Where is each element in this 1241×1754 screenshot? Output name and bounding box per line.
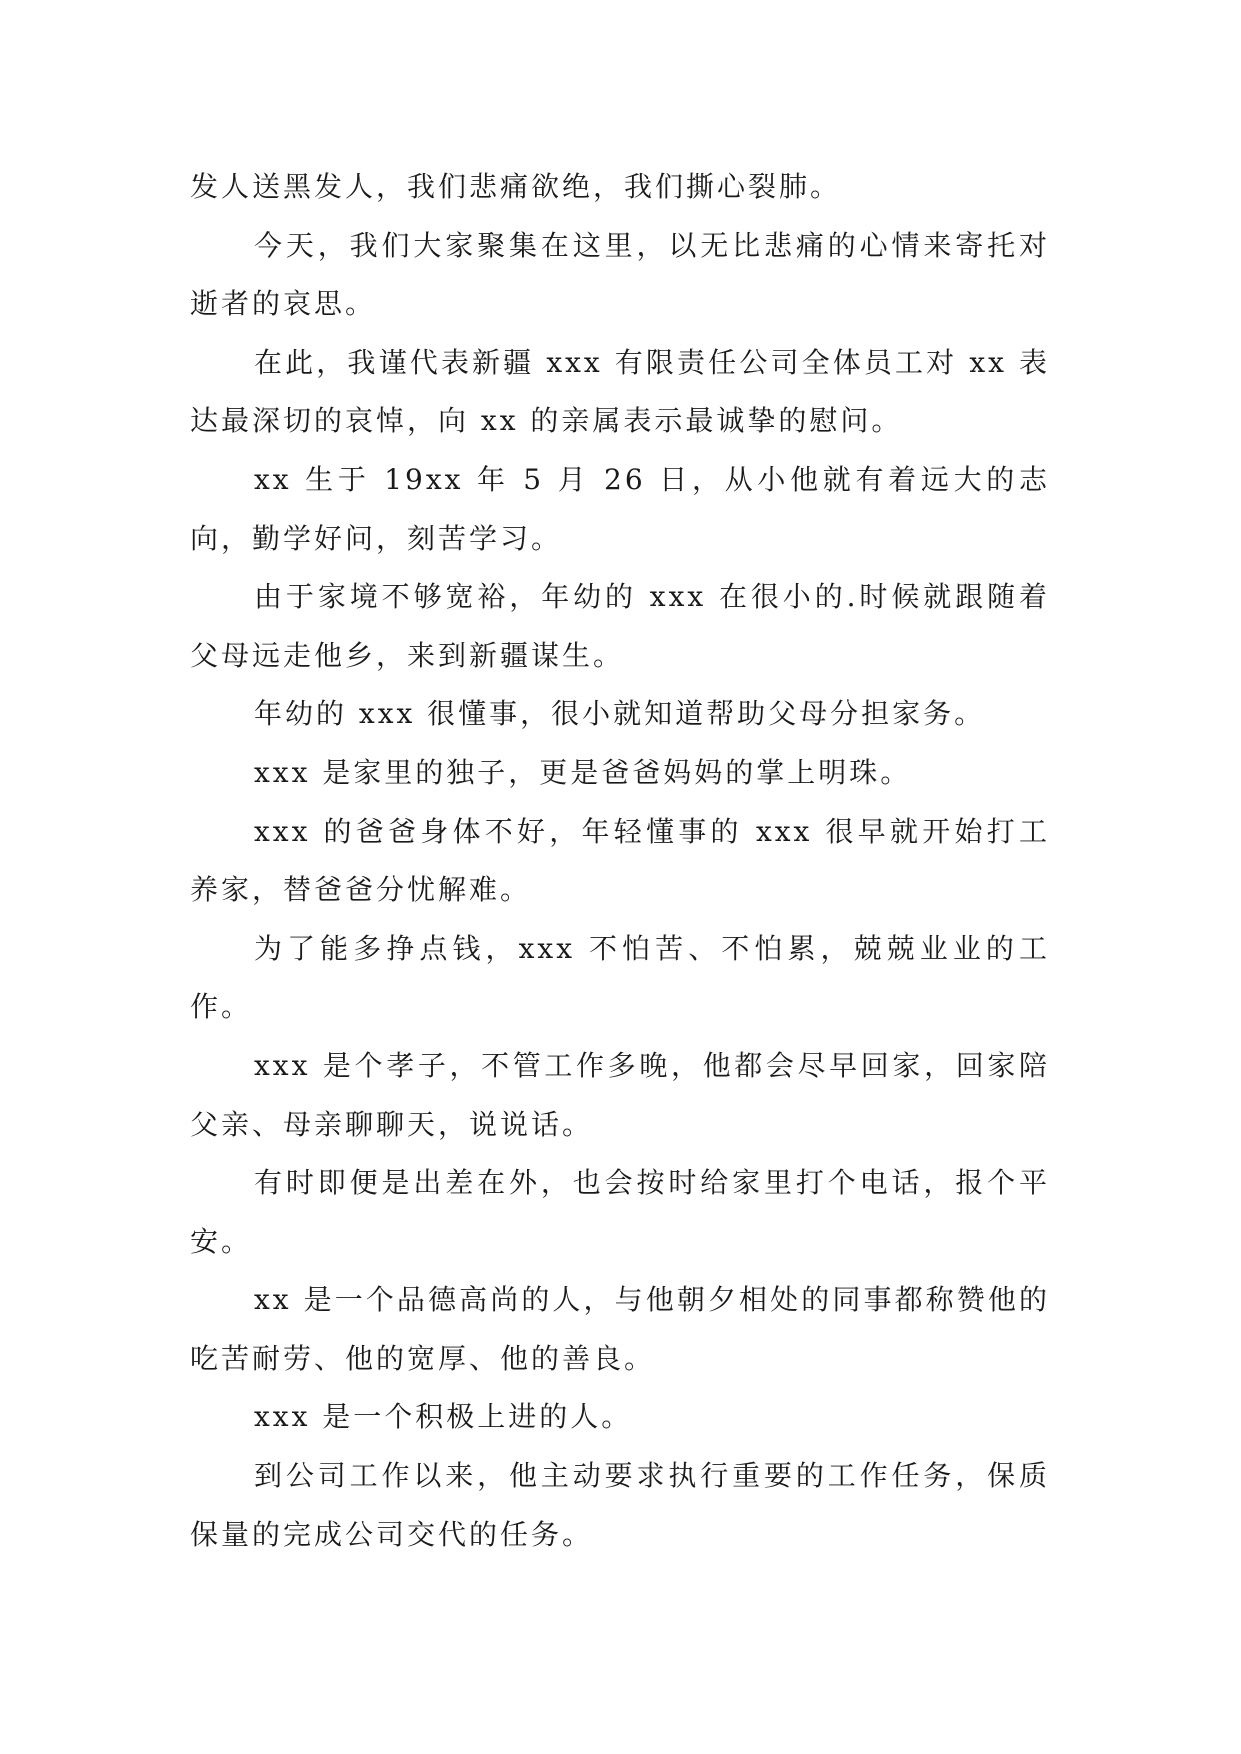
paragraph-1: 发人送黑发人，我们悲痛欲绝，我们撕心裂肺。 (190, 170, 842, 203)
paragraph-9: 为了能多挣点钱，xxx 不怕苦、不怕累，兢兢业业的工作。 (190, 931, 1050, 1024)
paragraph-2: 今天，我们大家聚集在这里，以无比悲痛的心情来寄托对逝者的哀思。 (190, 228, 1050, 321)
paragraph-8: xxx 的爸爸身体不好，年轻懂事的 xxx 很早就开始打工养家，替爸爸分忧解难。 (190, 814, 1050, 907)
paragraph-11: 有时即便是出差在外，也会按时给家里打个电话，报个平安。 (190, 1166, 1050, 1258)
paragraph-7: xxx 是家里的独子，更是爸爸妈妈的掌上明珠。 (254, 755, 912, 789)
document-body (190, 158, 1050, 1564)
paragraph-5: 由于家境不够宽裕，年幼的 xxx 在很小的.时候就跟随着父母远走他乡，来到新疆谋生。 (190, 580, 1050, 672)
paragraph-10: xxx 是个孝子，不管工作多晚，他都会尽早回家，回家陪父亲、母亲聊聊天，说说话。 (190, 1048, 1050, 1141)
paragraph-3: 在此，我谨代表新疆 xxx 有限责任公司全体员工对 xx 表达最深切的哀悼，向 xx 的亲属表示最诚挚的慰问。 (190, 345, 1050, 438)
paragraph-4: xx 生于 19xx 年 5 月 26 日，从小他就有着远大的志向，勤学好问，刻苦学习。 (190, 462, 1050, 555)
paragraph-12: xx 是一个品德高尚的人，与他朝夕相处的同事都称赞他的吃苦耐劳、他的宽厚、他的善良。 (190, 1283, 1050, 1375)
paragraph-6: 年幼的 xxx 很懂事，很小就知道帮助父母分担家务。 (254, 697, 986, 731)
paragraph-14: 到公司工作以来，他主动要求执行重要的工作任务，保质保量的完成公司交代的任务。 (190, 1459, 1050, 1551)
paragraph-13: xxx 是一个积极上进的人。 (254, 1400, 633, 1434)
